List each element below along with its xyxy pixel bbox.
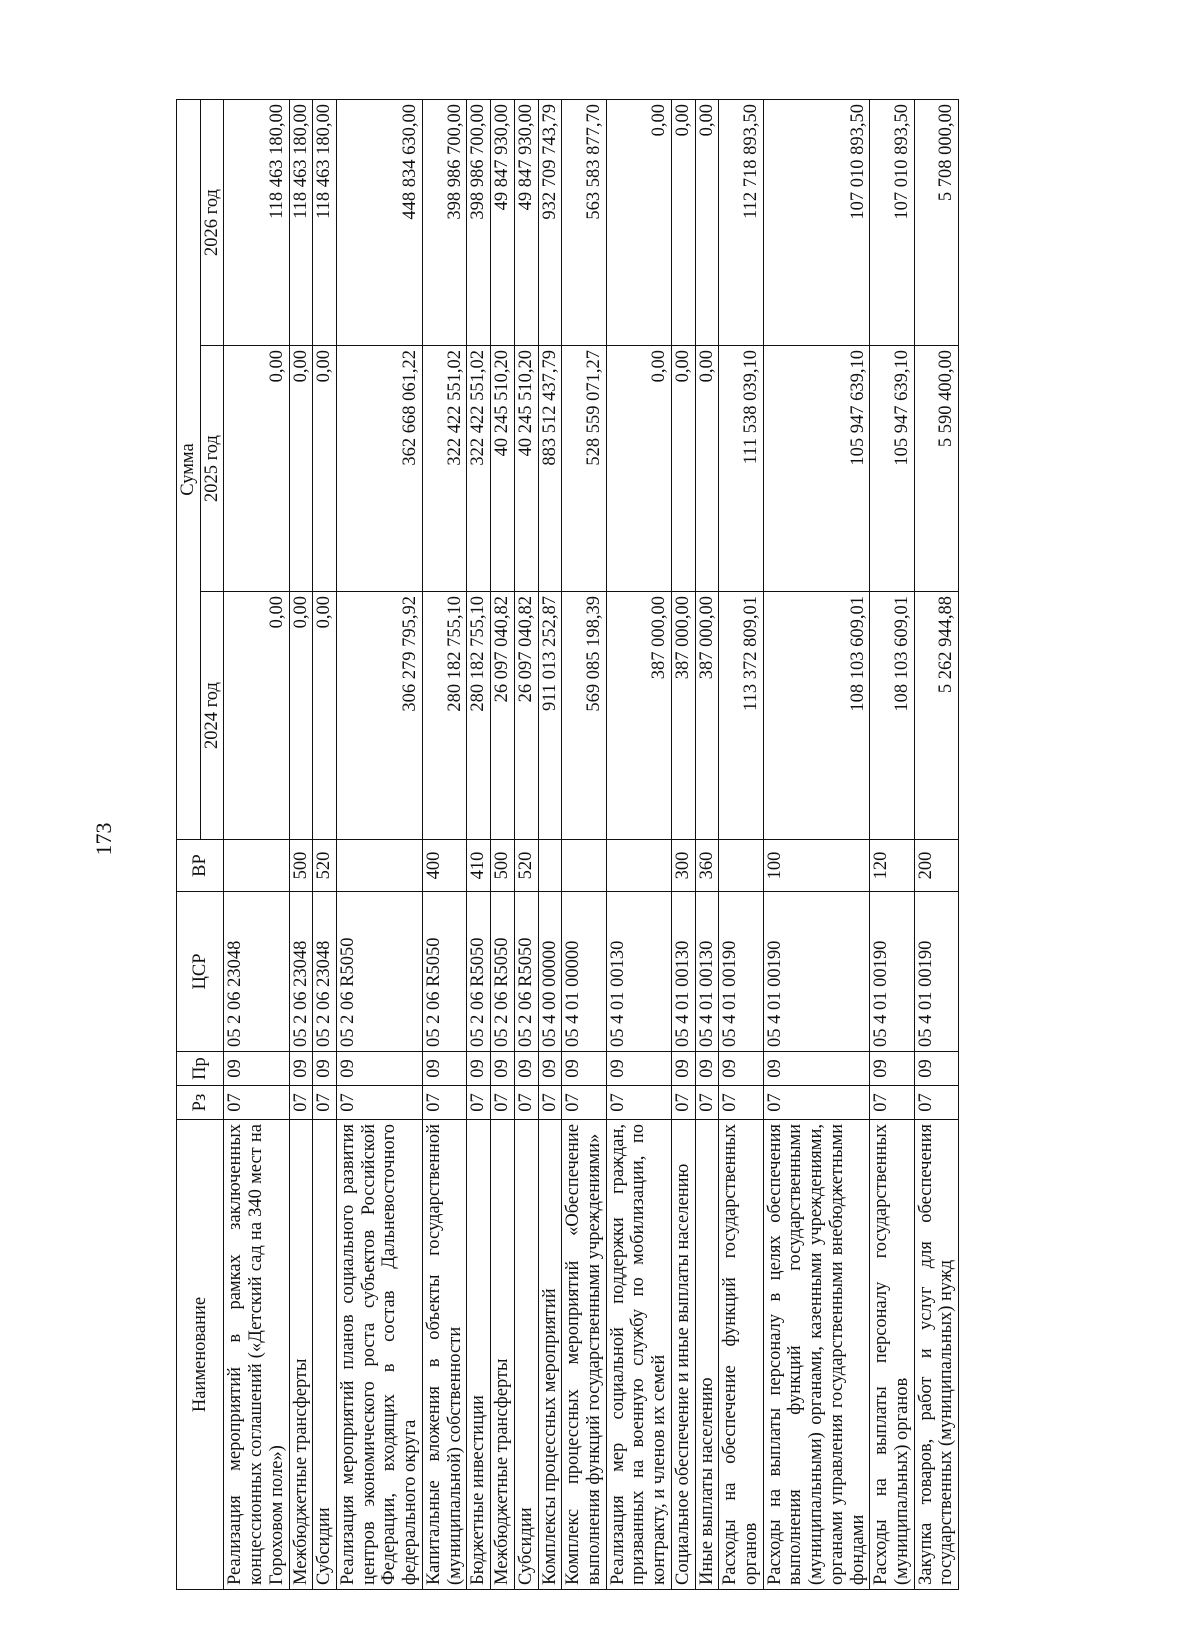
cell-csr: 05 4 01 00190: [914, 892, 958, 1052]
table-row: [467, 99, 491, 1589]
cell-vr: [719, 840, 763, 892]
cell-rz: 07: [870, 1086, 914, 1120]
cell-2026: 448 834 630,00: [337, 99, 423, 345]
cell-2024: 26 097 040,82: [514, 592, 538, 840]
cell-2025: 322 422 551,02: [467, 346, 491, 592]
cell-vr: 520: [514, 840, 538, 892]
cell-rz: 07: [606, 1086, 671, 1120]
cell-2024: 569 085 198,39: [562, 592, 606, 840]
table-row: [313, 99, 337, 1589]
header-2026: 2026 год: [200, 99, 224, 345]
cell-2024: 306 279 795,92: [337, 592, 423, 840]
cell-vr: 100: [763, 840, 870, 892]
cell-2024: 280 182 755,10: [467, 592, 491, 840]
cell-2026: 0,00: [606, 99, 671, 345]
cell-pr: 09: [467, 1052, 491, 1086]
cell-csr: 05 4 01 00190: [719, 892, 763, 1052]
cell-name: Реализация мероприятий в рамках заключенных концессионных соглашений («Детский сад на 340 мест на Гороховом поле»): [224, 1120, 289, 1590]
cell-pr: 09: [763, 1052, 870, 1086]
cell-vr: 400: [422, 840, 466, 892]
cell-rz: 07: [313, 1086, 337, 1120]
header-name: Наименование: [177, 1120, 224, 1590]
cell-csr: 05 4 01 00130: [606, 892, 671, 1052]
cell-2025: 40 245 510,20: [514, 346, 538, 592]
cell-2024: 5 262 944,88: [914, 592, 958, 840]
cell-pr: 09: [719, 1052, 763, 1086]
cell-2026: 49 847 930,00: [491, 99, 515, 345]
cell-2025: 0,00: [289, 346, 313, 592]
cell-2024: 387 000,00: [671, 592, 695, 840]
cell-rz: 07: [719, 1086, 763, 1120]
cell-rz: 07: [422, 1086, 466, 1120]
cell-2025: 0,00: [224, 346, 289, 592]
cell-2026: 112 718 893,50: [719, 99, 763, 345]
cell-pr: 09: [562, 1052, 606, 1086]
cell-2025: 111 538 039,10: [719, 346, 763, 592]
cell-csr: 05 2 06 R5050: [422, 892, 466, 1052]
cell-pr: 09: [514, 1052, 538, 1086]
cell-2025: 40 245 510,20: [491, 346, 515, 592]
header-rz: Рз: [177, 1086, 224, 1120]
cell-2025: 0,00: [671, 346, 695, 592]
cell-rz: 07: [337, 1086, 423, 1120]
cell-name: Субсидии: [313, 1120, 337, 1590]
cell-rz: 07: [467, 1086, 491, 1120]
cell-2025: 883 512 437,79: [538, 346, 562, 592]
cell-pr: 09: [606, 1052, 671, 1086]
cell-rz: 07: [914, 1086, 958, 1120]
cell-pr: 09: [538, 1052, 562, 1086]
cell-2026: 118 463 180,00: [224, 99, 289, 345]
cell-rz: 07: [763, 1086, 870, 1120]
header-pr: Пр: [177, 1052, 224, 1086]
cell-pr: 09: [289, 1052, 313, 1086]
page-number: 173: [91, 822, 116, 856]
rotated-page-content: [176, 100, 1076, 1590]
table-row: [914, 99, 958, 1589]
cell-2026: 932 709 743,79: [538, 99, 562, 345]
cell-2024: 0,00: [313, 592, 337, 840]
cell-csr: 05 4 01 00190: [763, 892, 870, 1052]
table-row: [606, 99, 671, 1589]
cell-csr: 05 4 01 00000: [562, 892, 606, 1052]
cell-rz: 07: [224, 1086, 289, 1120]
cell-rz: 07: [562, 1086, 606, 1120]
cell-name: Социальное обеспечение и иные выплаты населению: [671, 1120, 695, 1590]
cell-2024: 0,00: [289, 592, 313, 840]
table-row: [695, 99, 719, 1589]
cell-csr: 05 4 00 00000: [538, 892, 562, 1052]
cell-2026: 107 010 893,50: [870, 99, 914, 345]
cell-pr: 09: [914, 1052, 958, 1086]
cell-2026: 563 583 877,70: [562, 99, 606, 345]
table-row: [763, 99, 870, 1589]
cell-2024: 108 103 609,01: [870, 592, 914, 840]
cell-2026: 118 463 180,00: [313, 99, 337, 345]
cell-name: Межбюджетные трансферты: [491, 1120, 515, 1590]
header-csr: ЦСР: [177, 892, 224, 1052]
cell-2026: 5 708 000,00: [914, 99, 958, 345]
cell-2024: 108 103 609,01: [763, 592, 870, 840]
cell-name: Расходы на выплаты персоналу государственных (муниципальных) органов: [870, 1120, 914, 1590]
cell-vr: [538, 840, 562, 892]
cell-2025: 5 590 400,00: [914, 346, 958, 592]
cell-pr: 09: [671, 1052, 695, 1086]
cell-vr: 120: [870, 840, 914, 892]
table-row: [491, 99, 515, 1589]
cell-pr: 09: [695, 1052, 719, 1086]
cell-2026: 398 986 700,00: [467, 99, 491, 345]
cell-2024: 280 182 755,10: [422, 592, 466, 840]
cell-name: Бюджетные инвестиции: [467, 1120, 491, 1590]
cell-2025: 322 422 551,02: [422, 346, 466, 592]
cell-vr: 360: [695, 840, 719, 892]
cell-2025: 105 947 639,10: [870, 346, 914, 592]
table-row: [289, 99, 313, 1589]
cell-name: Иные выплаты населению: [695, 1120, 719, 1590]
cell-name: Расходы на обеспечение функций государственных органов: [719, 1120, 763, 1590]
cell-vr: [562, 840, 606, 892]
cell-vr: [337, 840, 423, 892]
budget-table: [176, 99, 959, 1590]
cell-vr: 500: [289, 840, 313, 892]
header-2025: 2025 год: [200, 346, 224, 592]
table-row: [870, 99, 914, 1589]
cell-csr: 05 2 06 R5050: [337, 892, 423, 1052]
header-vr: ВР: [177, 840, 224, 892]
cell-2025: 0,00: [313, 346, 337, 592]
cell-name: Капитальные вложения в объекты государственной (муниципальной) собственности: [422, 1120, 466, 1590]
cell-name: Комплексы процессных мероприятий: [538, 1120, 562, 1590]
table-rotator: [176, 100, 1076, 1590]
cell-2024: 387 000,00: [606, 592, 671, 840]
cell-csr: 05 4 01 00130: [671, 892, 695, 1052]
cell-rz: 07: [289, 1086, 313, 1120]
cell-name: Расходы на выплаты персоналу в целях обеспечения выполнения функций государственными (муниципальными) органами, казенными учреждениями, органами управления государственными внебюджетными фондами: [763, 1120, 870, 1590]
table-body: [224, 99, 959, 1589]
table-row: [671, 99, 695, 1589]
cell-pr: 09: [870, 1052, 914, 1086]
cell-vr: [224, 840, 289, 892]
cell-csr: 05 4 01 00190: [870, 892, 914, 1052]
cell-2024: 113 372 809,01: [719, 592, 763, 840]
cell-2025: 528 559 071,27: [562, 346, 606, 592]
cell-csr: 05 2 06 23048: [289, 892, 313, 1052]
cell-csr: 05 2 06 R5050: [514, 892, 538, 1052]
cell-name: Межбюджетные трансферты: [289, 1120, 313, 1590]
cell-vr: 500: [491, 840, 515, 892]
cell-rz: 07: [695, 1086, 719, 1120]
header-row-1: [177, 99, 201, 1589]
cell-csr: 05 4 01 00130: [695, 892, 719, 1052]
table-row: [514, 99, 538, 1589]
cell-name: Реализация мер социальной поддержки граждан, призванных на военную службу по мобилизации, по контракту, и членов их семей: [606, 1120, 671, 1590]
cell-2025: 362 668 061,22: [337, 346, 423, 592]
table-row: [719, 99, 763, 1589]
cell-2025: 105 947 639,10: [763, 346, 870, 592]
cell-vr: 300: [671, 840, 695, 892]
table-row: [422, 99, 466, 1589]
cell-csr: 05 2 06 23048: [224, 892, 289, 1052]
cell-name: Субсидии: [514, 1120, 538, 1590]
table-row: [562, 99, 606, 1589]
cell-csr: 05 2 06 23048: [313, 892, 337, 1052]
cell-2025: 0,00: [606, 346, 671, 592]
cell-2026: 118 463 180,00: [289, 99, 313, 345]
cell-name: Комплекс процессных мероприятий «Обеспечение выполнения функций государственными учреждениями»: [562, 1120, 606, 1590]
cell-rz: 07: [491, 1086, 515, 1120]
cell-vr: 410: [467, 840, 491, 892]
table-row: [224, 99, 289, 1589]
cell-vr: 200: [914, 840, 958, 892]
cell-vr: [606, 840, 671, 892]
cell-csr: 05 2 06 R5050: [491, 892, 515, 1052]
header-2024: 2024 год: [200, 592, 224, 840]
cell-name: Реализация мероприятий планов социального развития центров экономического роста субъектов Российской Федерации, входящих в состав Дальневосточного федерального округа: [337, 1120, 423, 1590]
table-row: [538, 99, 562, 1589]
cell-2024: 911 013 252,87: [538, 592, 562, 840]
cell-pr: 09: [337, 1052, 423, 1086]
header-sum: Сумма: [177, 99, 201, 839]
cell-2026: 107 010 893,50: [763, 99, 870, 345]
cell-rz: 07: [538, 1086, 562, 1120]
cell-pr: 09: [491, 1052, 515, 1086]
cell-pr: 09: [224, 1052, 289, 1086]
cell-2025: 0,00: [695, 346, 719, 592]
cell-2024: 26 097 040,82: [491, 592, 515, 840]
cell-pr: 09: [422, 1052, 466, 1086]
cell-pr: 09: [313, 1052, 337, 1086]
cell-2026: 398 986 700,00: [422, 99, 466, 345]
cell-2026: 49 847 930,00: [514, 99, 538, 345]
cell-2026: 0,00: [695, 99, 719, 345]
cell-2024: 387 000,00: [695, 592, 719, 840]
cell-csr: 05 2 06 R5050: [467, 892, 491, 1052]
cell-2026: 0,00: [671, 99, 695, 345]
table-row: [337, 99, 423, 1589]
cell-2024: 0,00: [224, 592, 289, 840]
cell-vr: 520: [313, 840, 337, 892]
cell-rz: 07: [671, 1086, 695, 1120]
cell-rz: 07: [514, 1086, 538, 1120]
cell-name: Закупка товаров, работ и услуг для обеспечения государственных (муниципальных) нужд: [914, 1120, 958, 1590]
